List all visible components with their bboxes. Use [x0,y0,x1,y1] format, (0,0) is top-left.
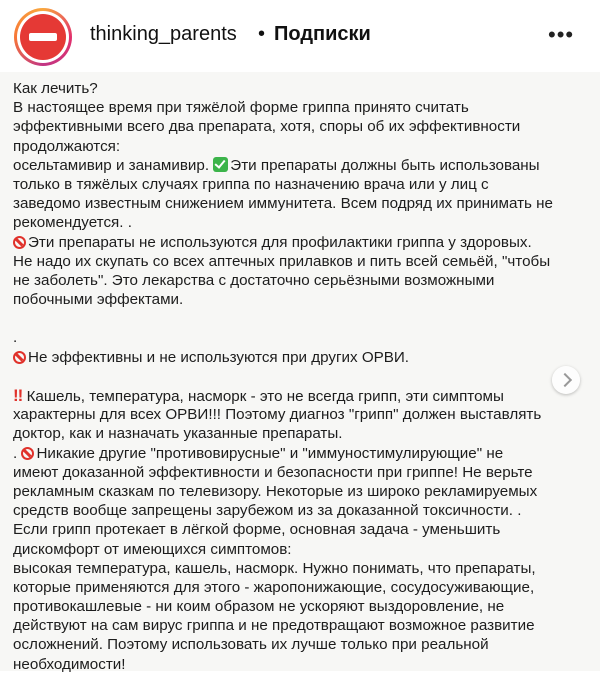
more-options-icon[interactable]: ••• [548,22,575,47]
avatar-frame [17,11,69,63]
text-line: Не надо их скупать со всех аптечных прилавков и пить всей семьёй, "чтобы [13,252,551,270]
chevron-right-icon [557,373,571,387]
separator-dot: • [258,23,266,45]
text-line: дискомфорт от имеющихся симптомов: [13,540,292,558]
username-link[interactable]: thinking_parents [90,23,237,45]
text-line: осложнений. Поэтому использовать их лучше только при реальной [13,636,489,654]
text-line: эффективными всего два препарата, хотя, споры об их эффективности [13,118,521,136]
text-segment: Эти препараты должны быть использованы [230,156,540,174]
following-button[interactable]: Подписки [274,23,371,45]
text-line: характерны для всех ОРВИ!!! Поэтому диагноз "грипп" должен выставлять [13,406,542,424]
prohibited-icon [13,236,26,249]
text-line: действуют на сам вирус гриппа и не предотвращают возможное развитие [13,617,535,635]
avatar-story-ring[interactable] [14,8,72,66]
text-line: Если грипп протекает в лёгкой форме, основная задача - уменьшить [13,521,501,539]
text-segment: Эти препараты не используются для профилактики гриппа у здоровых. [28,233,532,251]
text-line: не заболеть". Это лекарства с достаточно серьёзными возможными [13,271,495,289]
text-line: В настоящее время при тяжёлой форме гриппа принято считать [13,99,469,117]
text-line: побочными эффектами. [13,291,184,309]
no-entry-icon [29,33,57,41]
text-line: противокашлевые - ни коим образом не ускоряют выздоровление, не [13,598,505,616]
text-line: рекомендуется. . [13,214,132,232]
text-line: которые применяются для этого - жаропонижающие, сосудосуживающие, [13,578,535,596]
post-image [0,72,600,671]
text-line [13,444,587,463]
text-line: заведомо известным снижением иммунитета. Всем подряд их принимать не [13,195,553,213]
text-line: доктор, как и назначать указанные препараты. [13,425,343,443]
text-segment: Кашель, температура, насморк - это не всегда грипп, эти симптомы [26,388,504,405]
text-line: продолжаются: [13,137,121,155]
text-line: высокая температура, кашель, насморк. Нужно понимать, что препараты, [13,559,536,577]
text-line: средств вообще запрещены зарубежом из за доказанной токсичности. . [13,502,522,520]
text-line: рекламным сказкам по телевизору. Некоторые из широко рекламируемых [13,482,538,500]
check-mark-icon [213,157,228,172]
next-slide-button[interactable] [552,366,580,394]
avatar[interactable] [20,14,66,60]
text-segment: осельтамивир и занамивир. [13,156,210,174]
prohibited-icon [13,351,26,364]
text-line: . [13,329,18,347]
text-line: только в тяжёлых случаях гриппа по назначению врача или у лиц с [13,175,489,193]
text-line [13,233,587,252]
text-segment: Никакие другие "противовирусные" и "иммуностимулирующие" не [36,444,504,462]
blank-line [13,367,587,386]
text-line [13,156,587,175]
text-segment: Не эффективны и не используются при других ОРВИ. [28,348,410,366]
post-text [13,79,587,674]
double-exclamation-icon: !! [13,386,23,405]
blank-line [13,309,587,328]
text-segment: . [13,444,22,462]
post-header [0,0,600,72]
text-line: имеют доказанной эффективности и безопасности при гриппе! Не верьте [13,463,533,481]
prohibited-icon [21,447,34,460]
text-line: Как лечить? [13,80,98,97]
text-line: необходимости! [13,655,126,673]
text-line [13,386,587,405]
text-line [13,348,587,367]
